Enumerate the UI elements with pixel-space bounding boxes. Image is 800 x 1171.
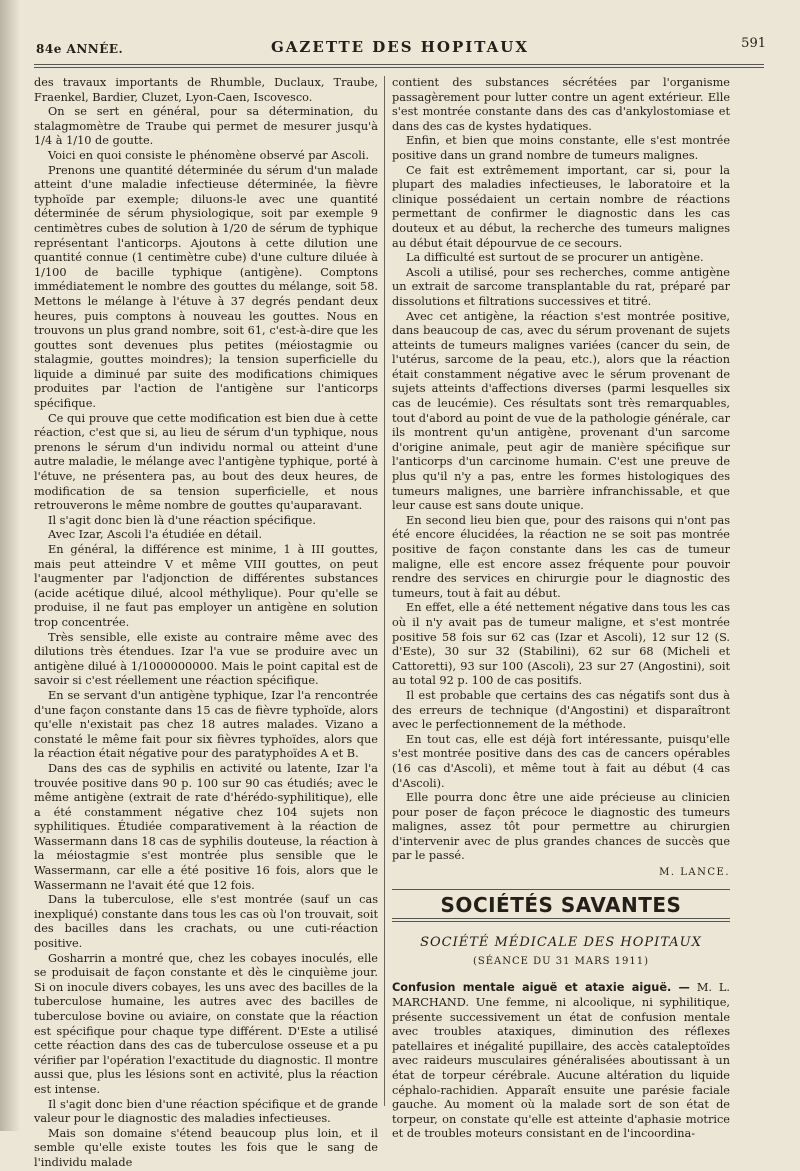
header-rule — [34, 64, 764, 65]
section-title: SOCIÉTÉS SAVANTES — [440, 892, 682, 917]
paragraph: Avec cet antigène, la réaction s'est montrée positive, dans beaucoup de cas, avec du sérum provenant de sujets atteints de tumeurs malignes variées (cancer du sein, de l'utérus, sarcome de la peau, etc.), alors que la réaction était constamment négative avec le sérum provenant de sujets atteints d'affections diverses (parmi lesquelles six cas de leucémie). Ces résultats sont très remarquables, tout d'abord au point de vue de la pathologie générale, car ils montrent qu'un antigène, provenant d'un sarcome d'origine animale, peut agir de manière spécifique sur l'anticorps d'un carcinome humain. C'est une preuve de plus qu'il n'y a pas, entre les formes histologiques des tumeurs malignes, une barrière infranchissable, et que leur cause est sans doute unique. — [392, 309, 730, 513]
article-author: M. L. MARCHAND. — [392, 981, 731, 1010]
session-date: (SÉANCE DU 31 MARS 1911) — [472, 955, 650, 967]
paragraph: Ascoli a utilisé, pour ses recherches, comme antigène un extrait de sarcome transplantable du rat, préparé par dissolutions et filtrations successives et titré. — [392, 265, 730, 308]
paragraph: Il s'agit donc bien là d'une réaction spécifique. — [48, 513, 316, 527]
paragraph: Mais son domaine s'étend beaucoup plus loin, et il semble qu'elle existe toutes les fois que le sang de l'individu malade — [34, 1126, 378, 1169]
paragraph: Il s'agit donc bien d'une réaction spécifique et de grande valeur pour le diagnostic des maladies infectieuses. — [34, 1097, 378, 1126]
paragraph: des travaux importants de Rhumble, Duclaux, Traube, Fraenkel, Bardier, Cluzet, Lyon-Caen, Iscovesco. — [34, 76, 378, 104]
paragraph: En général, la différence est minime, 1 à III gouttes, mais peut atteindre V et même VIII gouttes, on peut l'augmenter par l'adjonction de différentes substances (acide acétique dilué, alcool méthylique). Pour qu'elle se produise, il ne faut pas employer un antigène en solution trop concentrée. — [34, 543, 378, 629]
paragraph: Ce qui prouve que cette modification est bien due à cette réaction, c'est que si, au lieu de sérum d'un typhique, nous prenons le sérum d'un individu normal ou atteint d'une autre maladie, le mélange avec l'antigène typhique, porté à l'étuve, ne présentera pas, au bout des deux heures, de modification de sa tension superficielle, et nous retrouverons le même nombre de gouttes qu'auparavant. — [34, 411, 378, 513]
paragraph: En tout cas, elle est déjà fort intéressante, puisqu'elle s'est montrée positive dans des cas de cancers opérables (16 cas d'Ascoli), et même tout à fait au début (4 cas d'Ascoli). — [392, 732, 730, 790]
paragraph: En se servant d'un antigène typhique, Izar l'a rencontrée d'une façon constante dans 15 cas de fièvre typhoïde, alors qu'elle n'existait pas chez 18 autres malades. Vizano a constaté le même fait pour six fièvres typhoïdes, alors que la réaction était négative pour des paratyphoïdes A et B. — [34, 688, 378, 761]
page-number: 591 — [741, 36, 766, 51]
right-column — [392, 76, 730, 1142]
paragraph: contient des substances sécrétées par l'organisme passagèrement pour lutter contre un agent extérieur. Elle s'est montrée constante dans des cas d'ankylostomiase et dans des cas de kystes hydatiques. — [392, 76, 730, 133]
section-rule-top — [392, 889, 730, 890]
paragraph: Dans des cas de syphilis en activité ou latente, Izar l'a trouvée positive dans 90 p. 100 sur 90 cas étudiés; avec le même antigène (extrait de rate d'hérédo-syphilitique), elle a été constamment négative chez 104 sujets non syphilitiques. Étudiée comparativement à la réaction de Wassermann dans 18 cas de syphilis douteuse, la réaction à la méiostagmie s'est montrée plus sensible que le Wassermann, car elle a été positive 16 fois, alors que le Wassermann ne l'avait été que 12 fois. — [34, 761, 378, 892]
section-rule-bottom-thin — [392, 921, 730, 922]
left-column — [34, 76, 378, 1171]
paragraph: En second lieu bien que, pour des raisons qui n'ont pas été encore élucidées, la réaction ne se soit pas montrée positive de façon constante dans les cas de tumeur maligne, elle est encore assez fréquente pour pouvoir rendre des services en chirurgie pour le diagnostic des tumeurs, tout à fait au début. — [392, 513, 730, 600]
paragraph: Ce fait est extrêmement important, car si, pour la plupart des maladies infectieuses, le laboratoire et la clinique possédaient un certain nombre de réactions permettant de confirmer le diagnostic dans les cas douteux et au début, la recherche des tumeurs malignes au début était dépourvue de ce secours. — [392, 163, 730, 250]
column-divider — [384, 76, 385, 1106]
journal-title: GAZETTE DES HOPITAUX — [270, 38, 529, 56]
page-header — [30, 28, 770, 58]
article-text: Une femme, ni alcoolique, ni syphilitique, présente successivement un état de confusion mentale avec troubles ataxiques, diminution des réflexes patellaires et inégalité pupillaire, des accès cataleptoïdes avec raideurs musculaires généralisées aboutissant à un état de torpeur cérébrale. Aucune altération du liquide céphalo-rachidien. Apparaît ensuite une parésie faciale gauche. Au moment où la malade sort de son état de torpeur, on constate qu'elle est atteinte d'aphasie motrice et de troubles moteurs consistant en de l'incoordina- — [392, 996, 730, 1141]
section-subtitle: SOCIÉTÉ MÉDICALE DES HOPITAUX — [420, 935, 702, 951]
paragraph: Elle pourra donc être une aide précieuse au clinicien pour poser de façon précoce le diagnostic des tumeurs malignes, assez tôt pour permettre au chirurgien d'intervenir avec de plus grandes chances de succès que par le passé. — [392, 791, 730, 863]
author-signature: M. LANCE. — [659, 867, 730, 879]
paragraph: La difficulté est surtout de se procurer un antigène. — [406, 251, 704, 265]
article-lead: Confusion mentale aiguë et ataxie aiguë. — — [392, 981, 690, 995]
article-paragraph — [392, 981, 730, 1142]
paragraph: Il est probable que certains des cas négatifs sont dus à des erreurs de technique (d'Angostini) et disparaîtront avec le perfectionnement de la méthode. — [392, 688, 730, 732]
paragraph: On se sert en général, pour sa détermination, du stalagmomètre de Traube qui permet de mesurer jusqu'à 1/4 à 1/10 de goutte. — [34, 105, 378, 148]
paragraph: Avec Izar, Ascoli l'a étudiée en détail. — [48, 528, 262, 542]
paragraph: Enfin, et bien que moins constante, elle s'est montrée positive dans un grand nombre de tumeurs malignes. — [392, 134, 730, 162]
page-edge-shadow — [0, 0, 20, 1131]
header-rule-thin — [34, 67, 764, 68]
paragraph: Très sensible, elle existe au contraire même avec des dilutions très étendues. Izar l'a vue se produire avec un antigène dilué à 1/1000000000. Mais le point capital est de savoir si c'est réellement une réaction spécifique. — [34, 630, 378, 688]
year-label: 84e ANNÉE. — [36, 42, 124, 56]
paragraph: Gosharrin a montré que, chez les cobayes inoculés, elle se produisait de façon constante et dès le cinquième jour. Si on inocule divers cobayes, les uns avec des bacilles de la tuberculose humaine, les autres avec des bacilles de tuberculose bovine ou aviaire, on constate que la réaction est spécifique pour chaque type différent. D'Este a utilisé cette réaction dans des cas de tuberculose osseuse et a pu vérifier par l'opération l'exactitude du diagnostic. Il montre aussi que, plus les lésions sont en activité, plus la réaction est intense. — [34, 951, 378, 1096]
paragraph: Prenons une quantité déterminée du sérum d'un malade atteint d'une maladie infectieuse déterminée, la fièvre typhoïde par exemple; diluons-le avec une quantité déterminée de sérum physiologique, soit par exemple 9 centimètres cubes de solution à 1/20 de sérum de typhique représentant l'anticorps. Ajoutons à cette dilution une quantité connue (1 centimètre cube) d'une culture diluée à 1/100 de bacille typhique (antigène). Comptons immédiatement le nombre des gouttes du mélange, soit 58. Mettons le mélange à l'étuve à 37 degrés pendant deux heures, puis comptons à nouveau les gouttes. Nous en trouvons un plus grand nombre, soit 61, c'est-à-dire que les gouttes sont devenues plus petites (méiostagmie ou stalagmie, gouttes moindres); la tension superficielle du liquide a diminué par suite des modifications chimiques produites par l'action de l'antigène sur l'anticorps spécifique. — [34, 163, 378, 411]
paragraph: Dans la tuberculose, elle s'est montrée (sauf un cas inexpliqué) constante dans tous les cas où l'on trouvait, soit des bacilles dans les crachats, ou une cuti-réaction positive. — [34, 893, 378, 951]
section-rule-bottom — [392, 918, 730, 919]
paragraph: En effet, elle a été nettement négative dans tous les cas où il n'y avait pas de tumeur maligne, et s'est montrée positive 58 fois sur 62 cas (Izar et Ascoli), 12 sur 12 (S. d'Este), 30 sur 32 (Stabilini), 62 sur 68 (Micheli et Cattoretti), 93 sur 100 (Ascoli), 23 sur 27 (Angostini), soit au total 92 p. 100 de cas positifs. — [392, 601, 730, 688]
paragraph: Voici en quoi consiste le phénomène observé par Ascoli. — [48, 148, 370, 162]
